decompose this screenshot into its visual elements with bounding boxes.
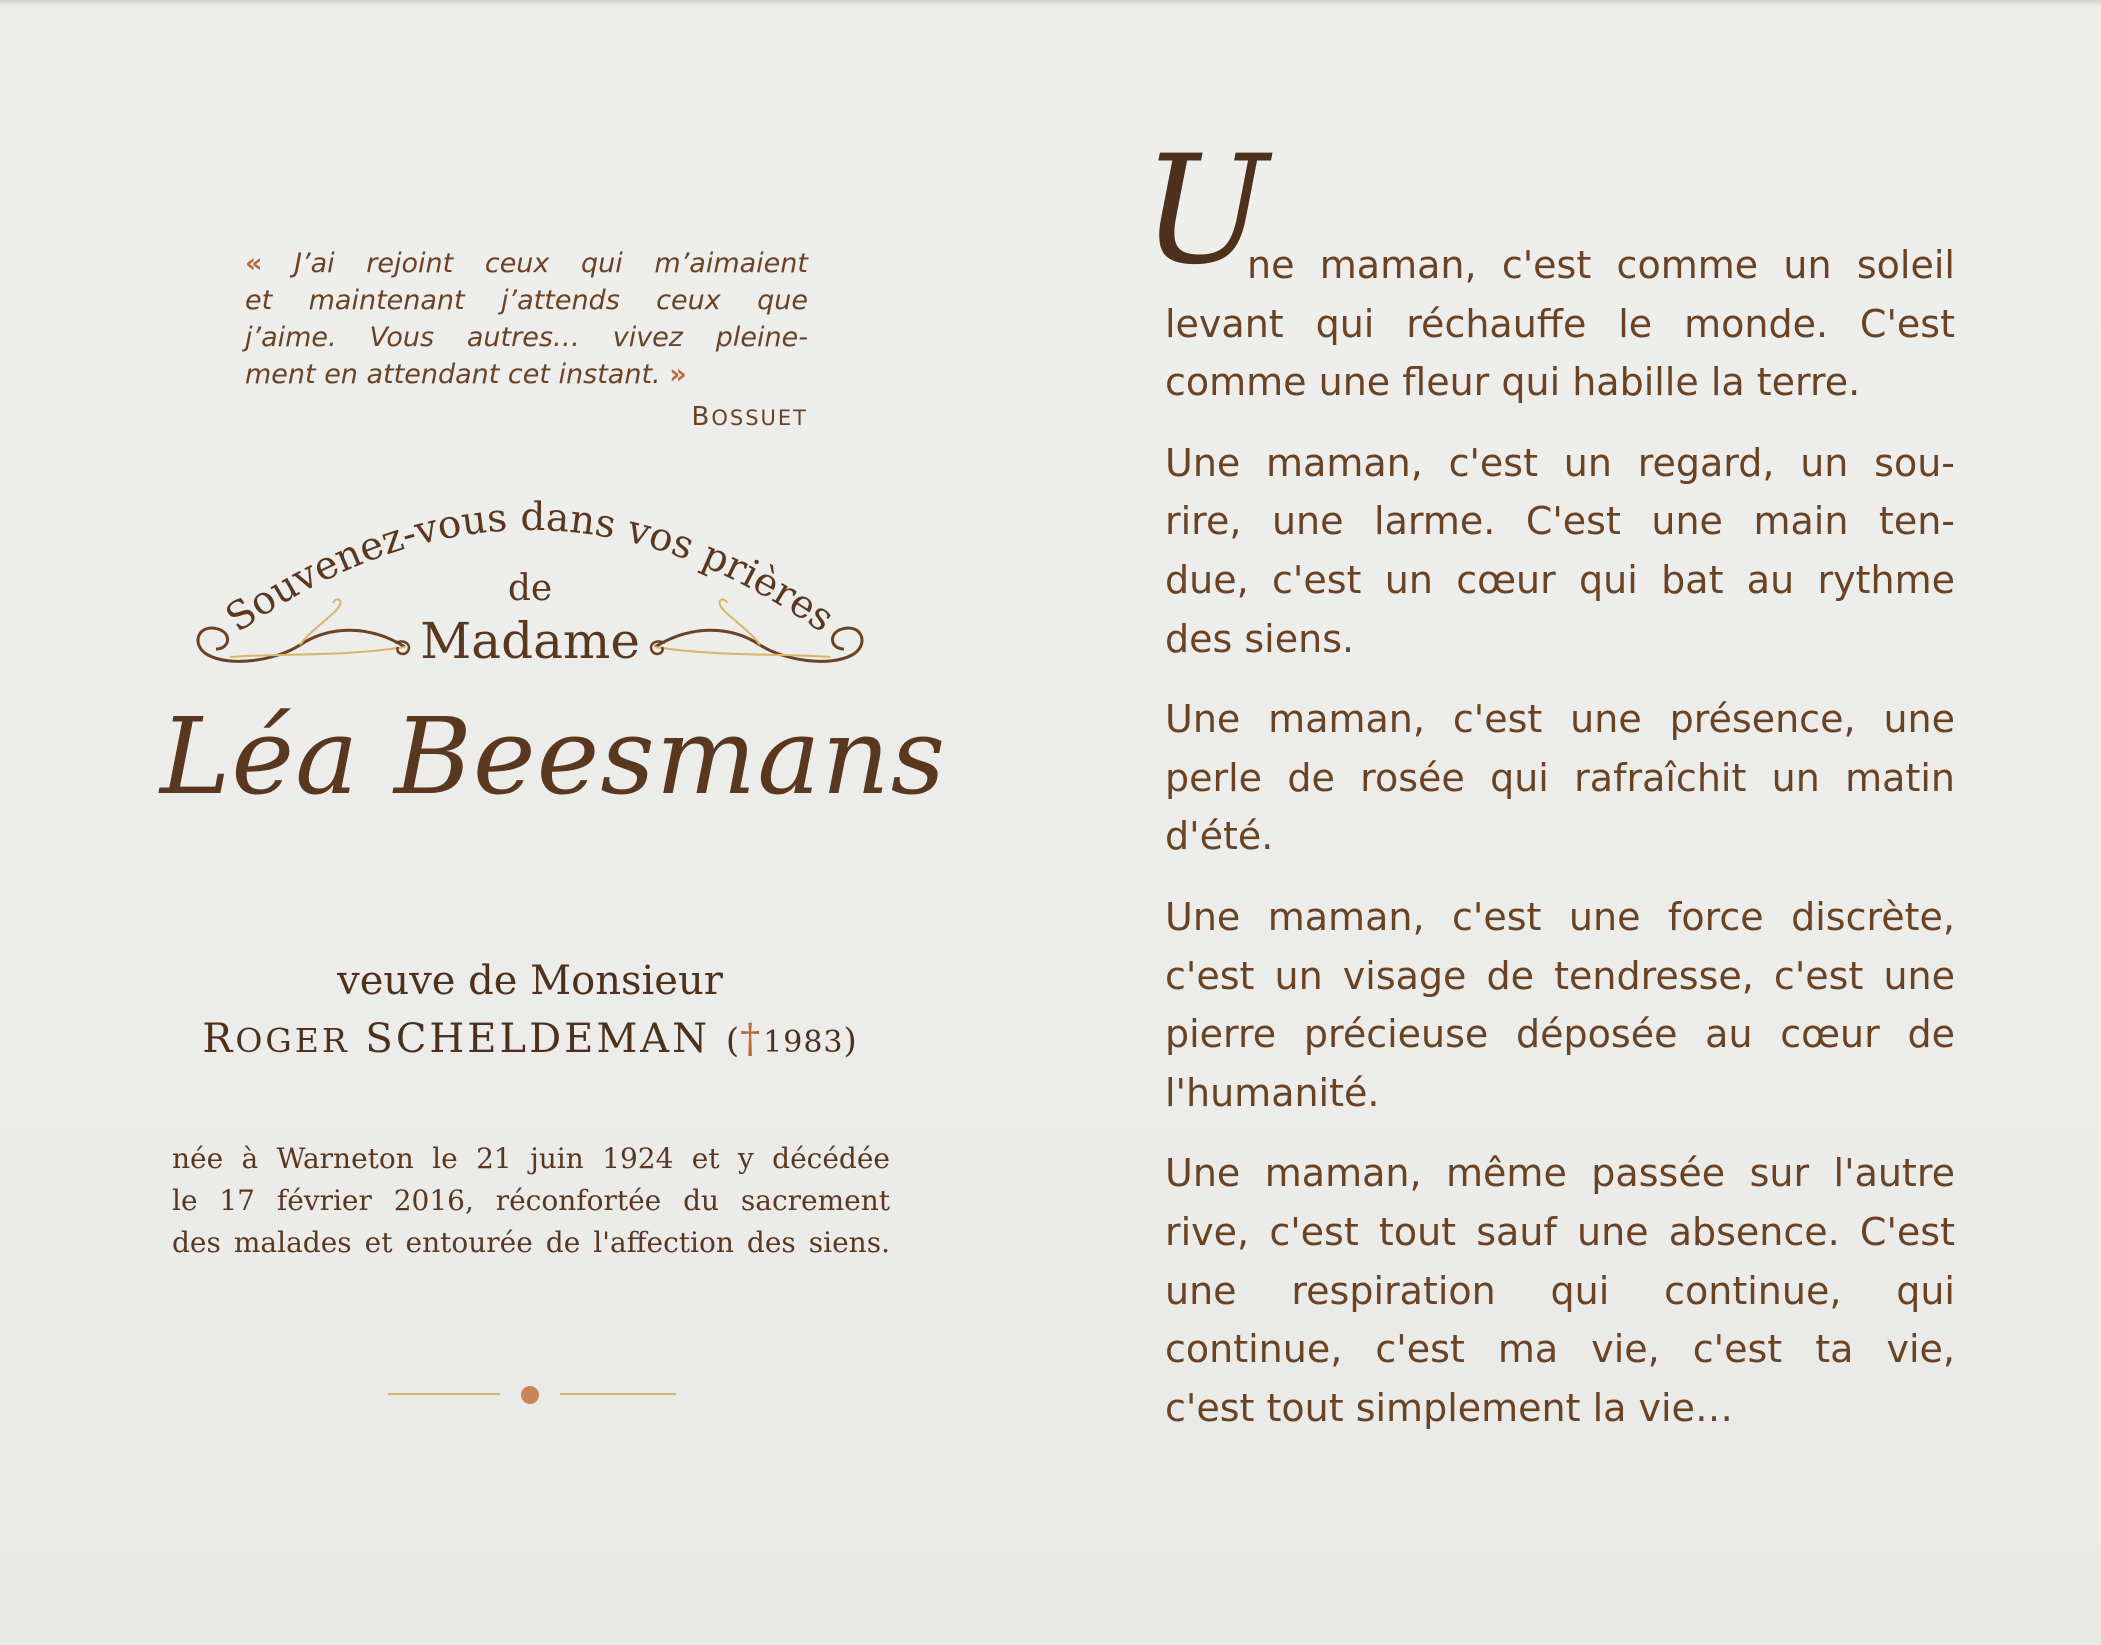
quote-line [245, 356, 808, 393]
bio-line: née à Warneton le 21 juin 1924 et y décédée [172, 1142, 890, 1175]
cross-icon: † [740, 1016, 764, 1062]
poem-stanza [1165, 690, 1955, 866]
poem-line: pierre précieuse déposée au cœur de [1165, 1012, 1955, 1057]
open-quote-mark: « [245, 248, 263, 279]
poem-line: Une maman, c'est un regard, un sou- [1165, 440, 1955, 485]
card-top-edge [0, 0, 2101, 6]
paren-open: ( [725, 1021, 741, 1061]
quote-line-text: J’ai rejoint ceux qui m’aimaient [294, 248, 808, 279]
quote-author-name: BOSSUET [691, 402, 808, 432]
poem-line: Une maman, c'est une force discrète, [1165, 894, 1955, 939]
close-quote-mark: » [669, 359, 687, 390]
poem-line: levant qui réchauffe le monde. C'est [1165, 301, 1955, 346]
poem-drop-cap: U [1142, 124, 1269, 298]
dot-divider-ornament [388, 1380, 678, 1410]
biography [172, 1138, 890, 1264]
deceased-name: Léa Beesmans [160, 695, 947, 818]
poem-line: l'humanité. [1165, 1070, 1380, 1115]
left-flourish-ornament [190, 595, 420, 675]
poem-line: comme une fleur qui habille la terre. [1165, 360, 1861, 405]
poem-line: ne maman, c'est comme un soleil [1247, 243, 1955, 287]
de-label: de [507, 568, 553, 609]
quote-line [245, 245, 808, 282]
poem-stanza [1165, 434, 1955, 668]
quote-author [245, 402, 808, 432]
poem-line: perle de rosée qui rafraîchit un matin [1165, 755, 1955, 800]
spouse-line [160, 1016, 900, 1062]
widow-of-label: veuve de Monsieur [337, 958, 723, 1004]
poem-line: une respiration qui continue, qui [1165, 1268, 1955, 1313]
poem-line: d'été. [1165, 814, 1274, 859]
poem-line: Une maman, même passée sur l'autre [1165, 1151, 1955, 1196]
madame-label: Madame [420, 612, 640, 670]
divider-dot [521, 1386, 539, 1404]
poem-line: rire, une larme. C'est une main ten- [1165, 499, 1955, 544]
poem-stanza [1165, 236, 1955, 412]
poem-line: continue, c'est ma vie, c'est ta vie, [1165, 1327, 1955, 1372]
spouse-name: ROGER SCHELDEMAN [202, 1016, 711, 1062]
prayer-arc-text: Souvenez-vous dans vos prières [217, 494, 843, 642]
quote-line: j’aime. Vous autres… vivez pleine- [245, 322, 808, 353]
spouse-death-year: 1983 [763, 1025, 844, 1060]
poem-line: c'est un visage de tendresse, c'est une [1165, 953, 1955, 998]
bio-line: des malades et entourée de l'affection des siens. [172, 1226, 890, 1259]
quote-line-text: ment en attendant cet instant. [245, 359, 661, 390]
bossuet-quote [245, 245, 808, 393]
right-flourish-ornament [640, 595, 870, 675]
poem-line: c'est tout simplement la vie… [1165, 1385, 1733, 1430]
paren-close: ) [843, 1021, 858, 1061]
poem-line: Une maman, c'est une présence, une [1165, 697, 1955, 742]
poem-line: due, c'est un cœur qui bat au rythme [1165, 557, 1955, 602]
poem-stanza [1165, 888, 1955, 1122]
poem-line: rive, c'est tout sauf une absence. C'est [1165, 1209, 1955, 1254]
quote-line: et maintenant j’attends ceux que [245, 285, 808, 316]
poem [1165, 236, 1955, 1459]
poem-line: des siens. [1165, 616, 1355, 661]
poem-stanza [1165, 1144, 1955, 1437]
bio-line: le 17 février 2016, réconfortée du sacrement [172, 1184, 890, 1217]
